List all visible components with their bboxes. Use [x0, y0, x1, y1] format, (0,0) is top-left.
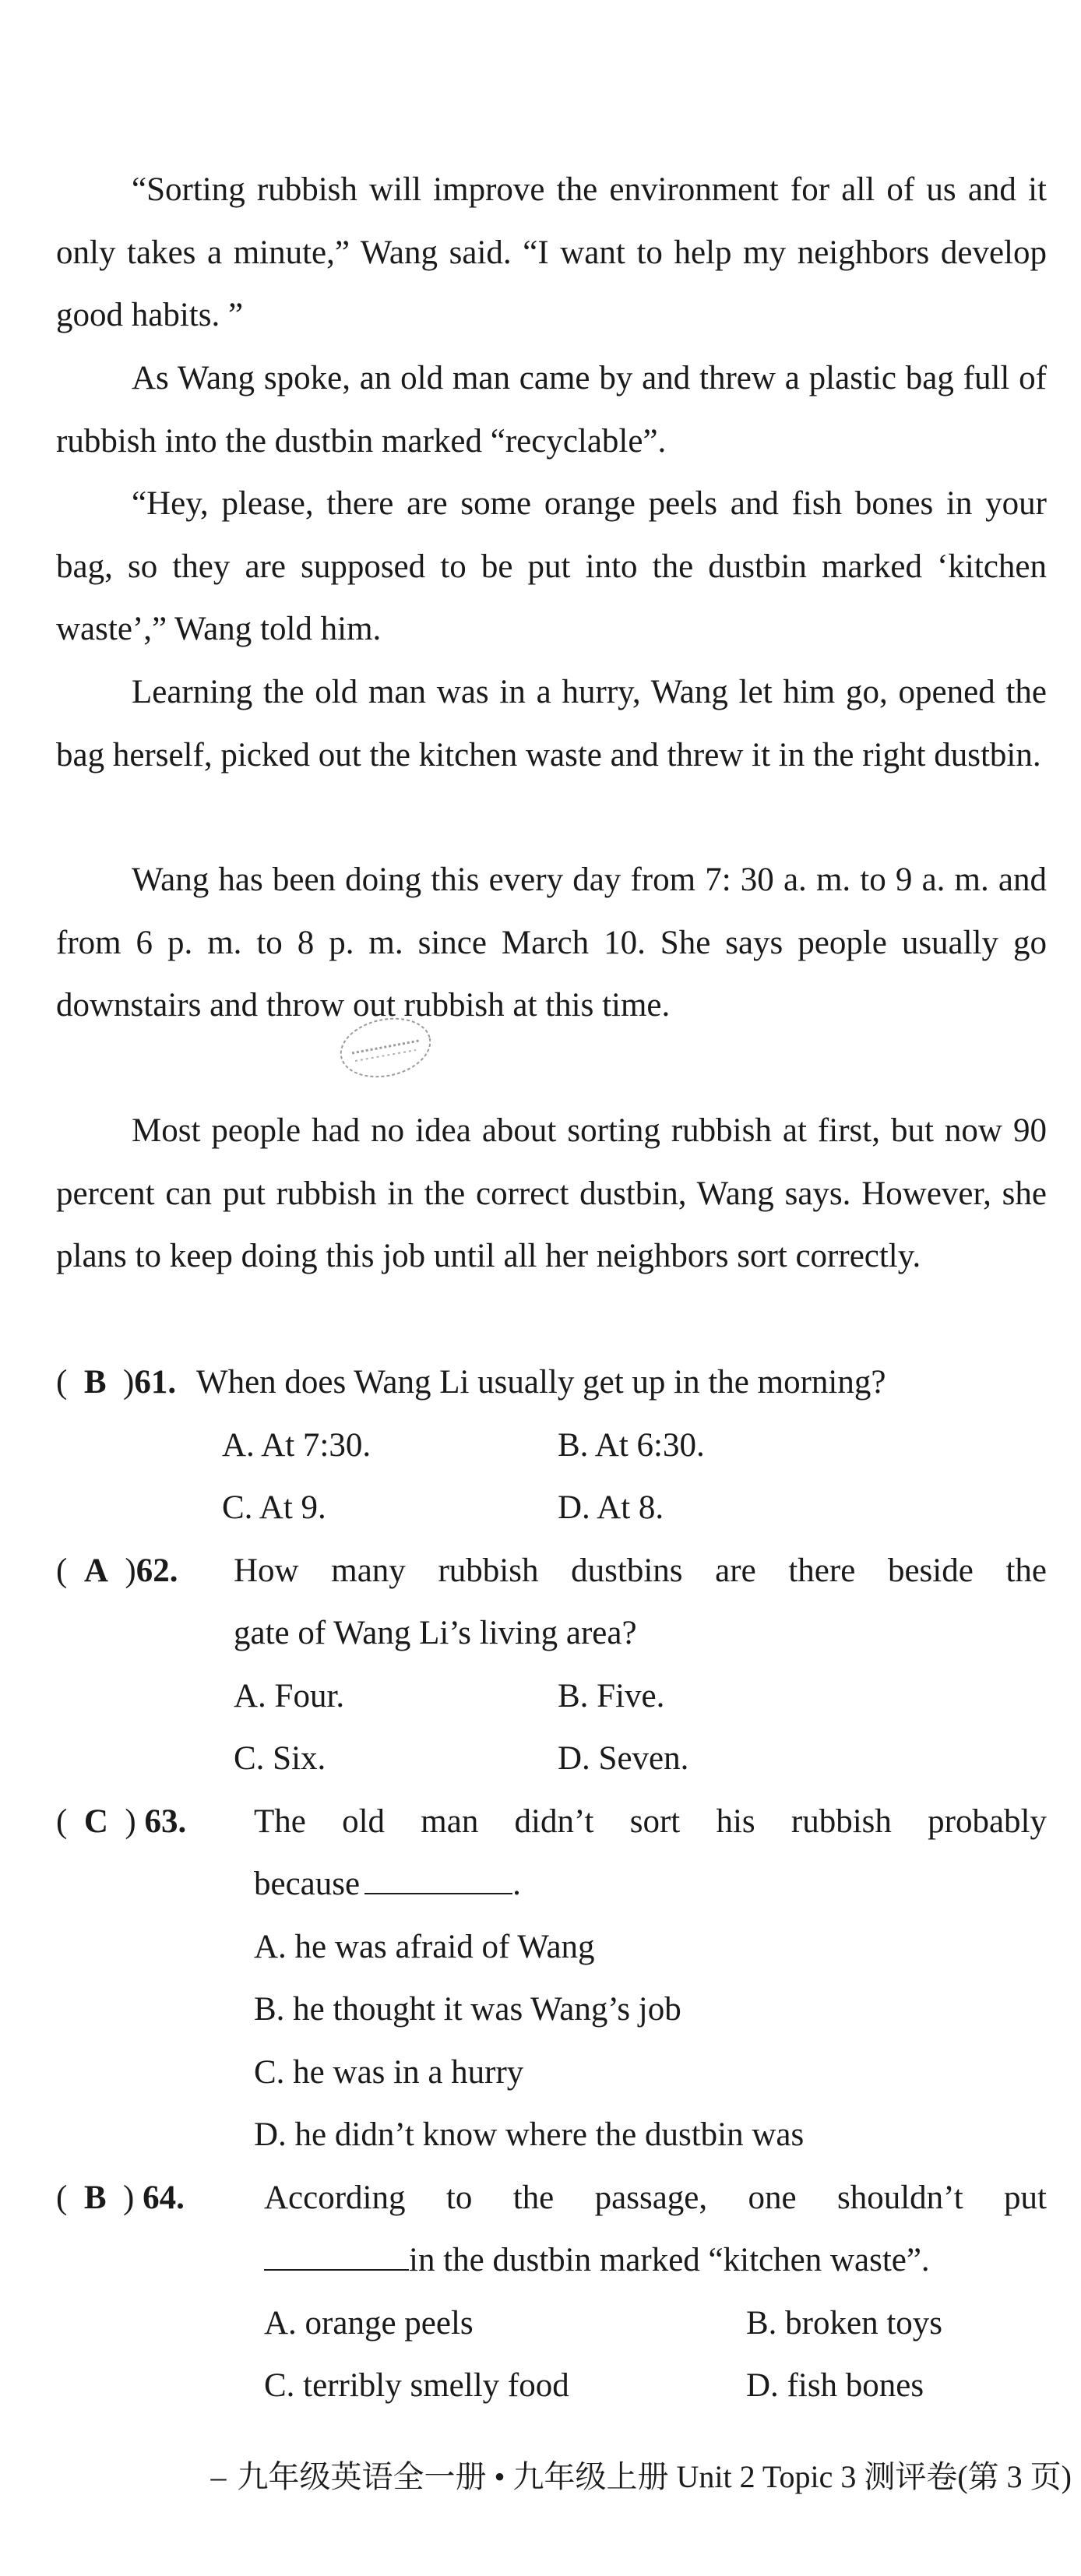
option-c: C. Six.	[234, 1740, 326, 1777]
option-a: A. orange peels	[264, 2305, 474, 2342]
option-b: B. At 6:30.	[558, 1427, 705, 1464]
option-d: D. he didn’t know where the dustbin was	[254, 2116, 805, 2153]
answer-bracket: ( C ) 63.	[56, 1803, 187, 1840]
question-number: 64.	[143, 2180, 185, 2216]
footer-dash: –	[210, 2459, 227, 2494]
question-stem-line-2	[254, 1853, 1047, 1916]
answer-letter: B	[83, 2180, 107, 2216]
answer-letter: C	[83, 1803, 108, 1840]
faint-stamp-mark	[335, 1013, 436, 1083]
answer-letter: B	[83, 1364, 107, 1401]
answer-bracket: ( A )62.	[56, 1552, 178, 1589]
option-c: C. terribly smelly food	[264, 2367, 569, 2404]
passage-paragraph-6: Most people had no idea about sorting rubbish at first, but now 90 percent can put rubbish in the correct dustbin, Wang says. However, she plans to keep doing this job until all her neighbors sort correctly.	[56, 1112, 1047, 1274]
answer-bracket: ( B )61.	[56, 1364, 177, 1401]
option-c: C. At 9.	[222, 1489, 326, 1526]
option-a: A. At 7:30.	[222, 1427, 371, 1464]
option-b: B. he thought it was Wang’s job	[254, 1991, 681, 2028]
option-b: B. Five.	[558, 1678, 665, 1714]
option-d: D. At 8.	[558, 1489, 664, 1526]
answer-bracket: ( B ) 64.	[56, 2180, 185, 2216]
answer-blank	[264, 2243, 409, 2271]
passage-paragraph-4: Learning the old man was in a hurry, Wang let him go, opened the bag herself, picked out the kitchen waste and threw it in the right dustbin.	[56, 674, 1047, 774]
page-footer	[0, 2454, 1081, 2500]
stem-text: because	[254, 1866, 361, 1902]
option-c: C. he was in a hurry	[254, 2054, 524, 2091]
question-61	[56, 1351, 1047, 1415]
question-stem-line-2: gate of Wang Li’s living area?	[234, 1615, 637, 1651]
option-d: D. fish bones	[746, 2367, 924, 2404]
option-a: A. he was afraid of Wang	[254, 1929, 595, 1965]
question-stem: When does Wang Li usually get up in the morning?	[196, 1364, 886, 1401]
question-stem-line-1: According to the passage, one shouldn’t put	[264, 2180, 1047, 2216]
answer-letter: A	[83, 1552, 108, 1589]
footer-text: 九年级英语全一册 • 九年级上册 Unit 2 Topic 3 测评卷(第 3 页)	[237, 2459, 1072, 2494]
passage-paragraph-2: As Wang spoke, an old man came by and threw a plastic bag full of rubbish into the dustbin marked “recyclable”.	[56, 360, 1047, 460]
stem-text: in the dustbin marked “kitchen waste”.	[409, 2242, 930, 2278]
question-stem-line-2	[264, 2229, 1047, 2292]
answer-blank	[364, 1866, 512, 1894]
question-number: 63.	[144, 1803, 187, 1840]
passage-paragraph-1: “Sorting rubbish will improve the environment for all of us and it only takes a minute,” Wang said. “I want to help my neighbors develop good habits. ”	[56, 171, 1047, 333]
question-stem-line-1: How many rubbish dustbins are there beside the	[234, 1552, 1047, 1589]
option-a: A. Four.	[234, 1678, 345, 1714]
question-stem-line-1: The old man didn’t sort his rubbish probably	[254, 1803, 1047, 1840]
stem-period: .	[512, 1866, 521, 1902]
option-d: D. Seven.	[558, 1740, 689, 1777]
question-number: 62.	[136, 1552, 178, 1589]
passage-paragraph-5: Wang has been doing this every day from 7: 30 a. m. to 9 a. m. and from 6 p. m. to 8 p. m. since March 10. She says people usually go downstairs and throw out rubbish at this time.	[56, 862, 1047, 1024]
passage-paragraph-3: “Hey, please, there are some orange peels and fish bones in your bag, so they are supposed to be put into the dustbin marked ‘kitchen waste’,” Wang told him.	[56, 485, 1047, 647]
option-b: B. broken toys	[746, 2305, 943, 2342]
question-number: 61.	[134, 1364, 177, 1401]
